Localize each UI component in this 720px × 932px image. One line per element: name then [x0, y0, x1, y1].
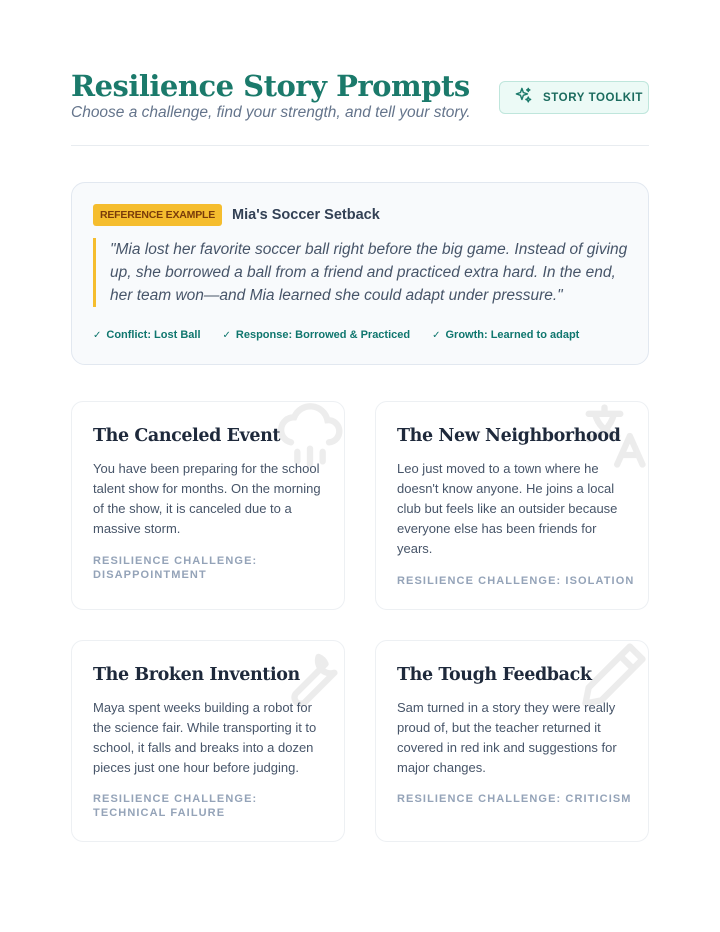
card-body: You have been preparing for the school talent show for months. On the morning of the show, it is canceled due to a massive storm. — [93, 461, 321, 536]
prompt-card-tough-feedback[interactable] — [375, 640, 649, 842]
card-title: The Canceled Event — [93, 426, 281, 446]
page-subtitle: Choose a challenge, find your strength, and tell your story. — [71, 104, 471, 121]
card-title: The Broken Invention — [93, 665, 300, 685]
reference-example-card — [71, 182, 649, 365]
reference-title: Mia's Soccer Setback — [232, 207, 380, 223]
page-title: Resilience Story Prompts — [71, 69, 470, 103]
card-challenge: RESILIENCE CHALLENGE: CRITICISM — [397, 793, 632, 805]
card-challenge: RESILIENCE CHALLENGE: TECHNICAL FAILURE — [93, 793, 258, 819]
tag-response-label: Response: Borrowed & Practiced — [235, 329, 411, 341]
tag-growth — [432, 329, 579, 341]
card-title: The New Neighborhood — [397, 426, 621, 446]
check-icon: ✓ — [432, 329, 441, 341]
tag-conflict-label: Conflict: Lost Ball — [106, 329, 201, 341]
tag-growth-label: Growth: Learned to adapt — [445, 329, 580, 341]
prompt-card-broken-invention[interactable] — [71, 640, 345, 842]
story-toolkit-button[interactable] — [499, 81, 649, 114]
card-title: The Tough Feedback — [397, 665, 592, 685]
check-icon: ✓ — [222, 329, 231, 341]
card-challenge: RESILIENCE CHALLENGE: ISOLATION — [397, 575, 635, 587]
card-challenge: RESILIENCE CHALLENGE: DISAPPOINTMENT — [93, 555, 258, 581]
reference-tags — [93, 329, 601, 341]
story-toolkit-label: STORY TOOLKIT — [543, 91, 644, 104]
prompt-card-canceled-event[interactable] — [71, 401, 345, 610]
reference-badge: REFERENCE EXAMPLE — [93, 204, 222, 226]
card-body: Maya spent weeks building a robot for the science fair. While transporting it to school, it falls and breaks into a dozen pieces just one hour before judging. — [93, 700, 317, 775]
reference-quote: "Mia lost her favorite soccer ball right before the big game. Instead of giving up, she borrowed a ball from a friend and practiced extra hard. In the end, her team won—and Mia learned she could adapt under pressure." — [93, 238, 628, 307]
card-body: Sam turned in a story they were really proud of, but the teacher returned it covered in red ink and suggestions for major changes. — [397, 700, 617, 775]
sparkles-icon — [514, 86, 533, 110]
check-icon: ✓ — [93, 329, 102, 341]
tag-response — [223, 329, 411, 341]
tag-conflict — [93, 329, 201, 341]
prompt-card-new-neighborhood[interactable] — [375, 401, 649, 610]
card-body: Leo just moved to a town where he doesn't know anyone. He joins a local club but feels like an outsider because everyone else has been friends for years. — [397, 461, 618, 556]
page-header — [71, 68, 649, 146]
